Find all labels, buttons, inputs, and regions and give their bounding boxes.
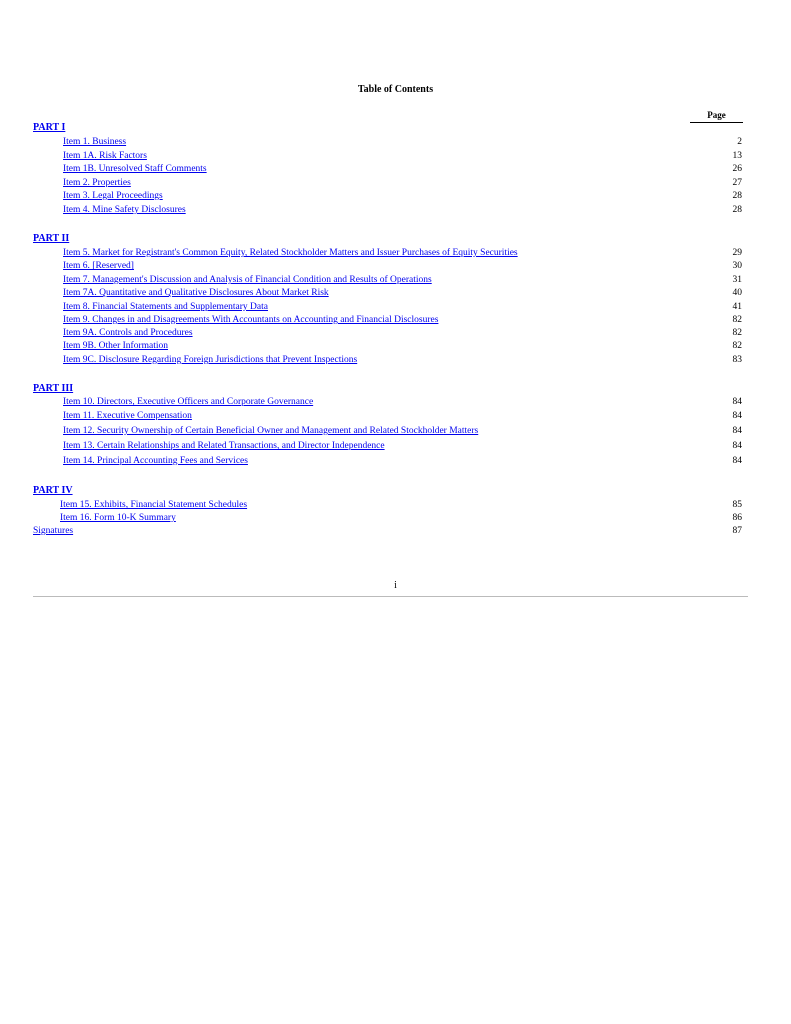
signatures-link[interactable]: Signatures [33,526,74,536]
toc-page-number: 2 [737,137,742,147]
toc-row [0,191,791,203]
toc-row [0,261,791,273]
toc-item-link[interactable]: Item 7A. Quantitative and Qualitative Disclosures About Market Risk [63,288,329,298]
toc-item-link[interactable]: Item 9C. Disclosure Regarding Foreign Jurisdictions that Prevent Inspections [63,355,358,365]
toc-row [0,397,791,409]
toc-row [0,315,791,327]
toc-item-link[interactable]: Item 7. Management's Discussion and Analysis of Financial Condition and Results of Operations [63,275,432,285]
toc-page-number: 83 [732,355,742,365]
page-title: Table of Contents [357,84,434,95]
part-iv-link[interactable]: PART IV [33,485,73,496]
toc-item-link[interactable]: Item 10. Directors, Executive Officers and Corporate Governance [63,397,314,407]
toc-item-link[interactable]: Item 14. Principal Accounting Fees and Services [63,456,248,466]
part-i-link[interactable]: PART I [33,122,66,133]
toc-page-number: 41 [732,302,742,312]
toc-page-number: 86 [732,513,742,523]
footer-page-number: i [394,580,397,591]
toc-page-number: 82 [732,341,742,351]
toc-row [0,441,791,453]
toc-item-link[interactable]: Item 1B. Unresolved Staff Comments [63,164,207,174]
toc-row [0,456,791,468]
toc-row [0,426,791,438]
toc-page-number: 84 [732,397,742,407]
toc-row [0,302,791,314]
toc-row [0,248,791,260]
toc-page-number: 82 [732,315,742,325]
toc-page-number: 82 [732,328,742,338]
toc-item-link[interactable]: Item 5. Market for Registrant's Common Equity, Related Stockholder Matters and Issuer Purchases of Equity Securities [63,248,518,258]
toc-item-link[interactable]: Item 9. Changes in and Disagreements With Accountants on Accounting and Financial Disclosures [63,315,439,325]
toc-row [0,205,791,217]
toc-row [0,411,791,423]
toc-item-link[interactable]: Item 15. Exhibits, Financial Statement Schedules [60,500,248,510]
toc-row [0,164,791,176]
toc-page-number: 84 [732,426,742,436]
toc-page-number: 84 [732,441,742,451]
toc-row [0,526,791,538]
part-ii-link[interactable]: PART II [33,233,70,244]
toc-item-link[interactable]: Item 9B. Other Information [63,341,169,351]
toc-item-link[interactable]: Item 11. Executive Compensation [63,411,192,421]
page-column-header: Page [690,110,743,123]
toc-row [0,137,791,149]
toc-item-link[interactable]: Item 12. Security Ownership of Certain Beneficial Owner and Management and Related Stockholder Matters [63,426,479,436]
toc-item-link[interactable]: Item 3. Legal Proceedings [63,191,163,201]
toc-row [0,513,791,525]
toc-item-link[interactable]: Item 1A. Risk Factors [63,151,147,161]
toc-row [0,178,791,190]
toc-page-number: 31 [732,275,742,285]
toc-row [0,355,791,367]
toc-item-link[interactable]: Item 1. Business [63,137,127,147]
toc-item-link[interactable]: Item 9A. Controls and Procedures [63,328,193,338]
toc-row [0,500,791,512]
toc-row [0,275,791,287]
toc-page-number: 28 [732,191,742,201]
toc-item-link[interactable]: Item 8. Financial Statements and Supplementary Data [63,302,268,312]
toc-page-number: 84 [732,411,742,421]
toc-page-number: 84 [732,456,742,466]
toc-row [0,288,791,300]
part-iii-link[interactable]: PART III [33,383,74,394]
toc-page-number: 27 [732,178,742,188]
toc-item-link[interactable]: Item 4. Mine Safety Disclosures [63,205,186,215]
page-divider [33,596,748,597]
toc-page-number: 85 [732,500,742,510]
toc-row [0,151,791,163]
toc-item-link[interactable]: Item 16. Form 10-K Summary [60,513,176,523]
toc-item-link[interactable]: Item 13. Certain Relationships and Related Transactions, and Director Independence [63,441,385,451]
toc-row [0,328,791,340]
toc-page-number: 40 [732,288,742,298]
toc-page-number: 28 [732,205,742,215]
toc-page-number: 30 [732,261,742,271]
toc-page-number: 13 [732,151,742,161]
toc-page-number: 87 [732,526,742,536]
toc-page-number: 26 [732,164,742,174]
toc-row [0,341,791,353]
toc-item-link[interactable]: Item 2. Properties [63,178,131,188]
toc-item-link[interactable]: Item 6. [Reserved] [63,261,134,271]
toc-page-number: 29 [732,248,742,258]
